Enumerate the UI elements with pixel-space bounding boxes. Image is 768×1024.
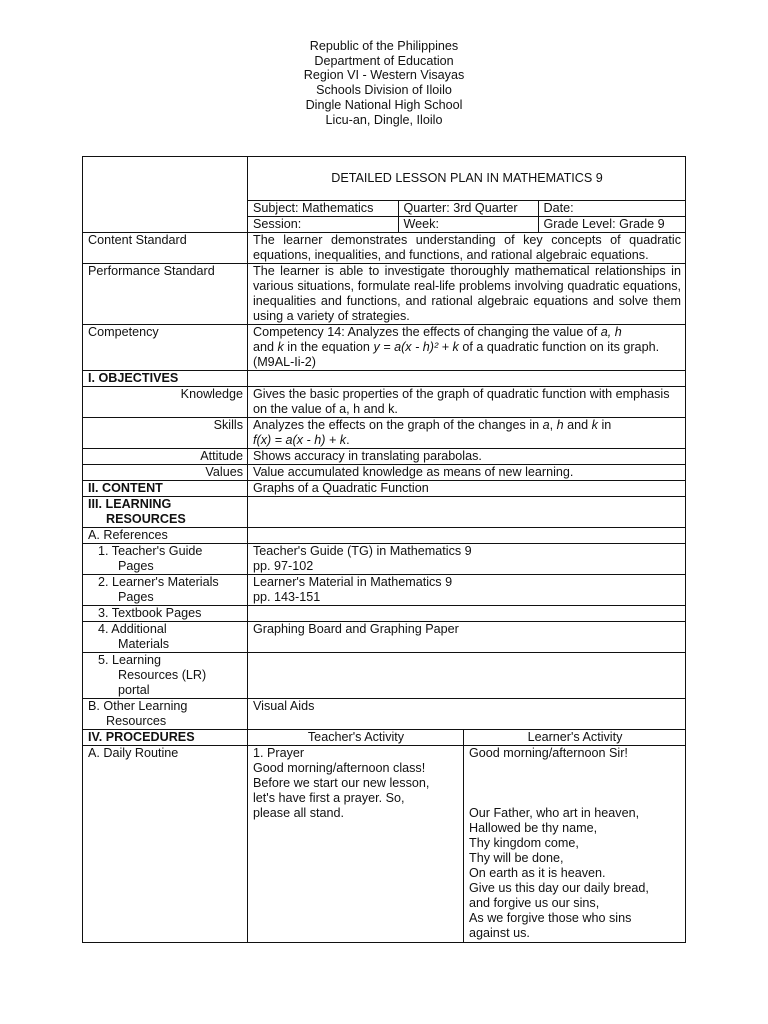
plan-title: DETAILED LESSON PLAN IN MATHEMATICS 9 [248,157,686,201]
teacher-activity-header: Teacher's Activity [248,730,464,746]
skills-label: Skills [83,418,248,449]
header-line-address: Licu-an, Dingle, Iloilo [325,112,443,127]
learner-activity-text: Good morning/afternoon Sir! Our Father, who art in heaven, Hallowed be thy name, Thy kingdom come, Thy will be done, On earth as it is heaven. Give us this day our daily bread, and forgive us our sins, As we forgive those who sins against us. [464,746,686,943]
textbook-pages-blank [248,606,686,622]
teacher-activity-text: 1. Prayer Good morning/afternoon class! Before we start our new lesson, let's have first a prayer. So, please all stand. [248,746,464,943]
knowledge-text: Gives the basic properties of the graph of quadratic function with emphasis on the value of a, h and k. [248,387,686,418]
skills-text: Analyzes the effects on the graph of the changes in a, h and k in f(x) = a(x - h) + k. [248,418,686,449]
date-cell: Date: [538,201,685,216]
knowledge-label: Knowledge [83,387,248,418]
header-line-school: Dingle National High School [305,97,463,112]
content-text: Graphs of a Quadratic Function [248,481,686,497]
teachers-guide-label: 1. Teacher's Guide Pages [83,544,248,575]
session-cell: Session: [248,217,398,232]
attitude-text: Shows accuracy in translating parabolas. [248,449,686,465]
values-text: Value accumulated knowledge as means of new learning. [248,465,686,481]
week-cell: Week: [398,217,538,232]
lesson-plan-table [82,156,686,943]
objectives-label: I. OBJECTIVES [83,371,248,387]
additional-materials-label: 4. Additional Materials [83,622,248,653]
learning-resources-blank [248,497,686,528]
other-resources-label: B. Other Learning Resources [83,699,248,730]
header-line-region: Region VI - Western Visayas [303,68,465,83]
teachers-guide-text: Teacher's Guide (TG) in Mathematics 9 pp. 97-102 [248,544,686,575]
values-label: Values [83,465,248,481]
textbook-pages-label: 3. Textbook Pages [83,606,248,622]
other-resources-text: Visual Aids [248,699,686,730]
daily-routine-label: A. Daily Routine [83,746,248,943]
competency-text: Competency 14: Analyzes the effects of changing the value of a, h and k in the equation y = a(x - h)² + k of a quadratic function on its graph. (M9AL-Ii-2) [248,325,686,371]
content-standard-text: The learner demonstrates understanding of key concepts of quadratic equations, inequalities, and functions, and rational algebraic equations. [248,233,686,264]
objectives-blank [248,371,686,387]
meta-row-2 [248,217,686,233]
procedures-label: IV. PROCEDURES [83,730,248,746]
lr-portal-blank [248,653,686,699]
grade-level-cell: Grade Level: Grade 9 [538,217,685,232]
school-header [0,39,768,127]
performance-standard-text: The learner is able to investigate thoroughly mathematical relationships in various situations, formulate real-life problems involving quadratic equations, inequalities and functions, and rational algebraic equations and solve them using a variety of strategies. [248,264,686,325]
subject-cell: Subject: Mathematics [248,201,398,216]
learning-resources-label: III. LEARNING RESOURCES [83,497,248,528]
references-label: A. References [83,528,248,544]
blank-corner-cell [83,157,248,233]
lr-portal-label: 5. Learning Resources (LR) portal [83,653,248,699]
attitude-label: Attitude [83,449,248,465]
meta-row-1 [248,201,686,217]
performance-standard-label: Performance Standard [83,264,248,325]
content-standard-label: Content Standard [83,233,248,264]
content-label: II. CONTENT [83,481,248,497]
quarter-cell: Quarter: 3rd Quarter [398,201,538,216]
learner-activity-header: Learner's Activity [464,730,686,746]
header-line-department: Department of Education [314,53,454,68]
learners-materials-text: Learner's Material in Mathematics 9 pp. 143-151 [248,575,686,606]
competency-label: Competency [83,325,248,371]
references-blank [248,528,686,544]
additional-materials-text: Graphing Board and Graphing Paper [248,622,686,653]
header-line-division: Schools Division of Iloilo [316,83,452,98]
header-line-republic: Republic of the Philippines [309,39,459,53]
learners-materials-label: 2. Learner's Materials Pages [83,575,248,606]
